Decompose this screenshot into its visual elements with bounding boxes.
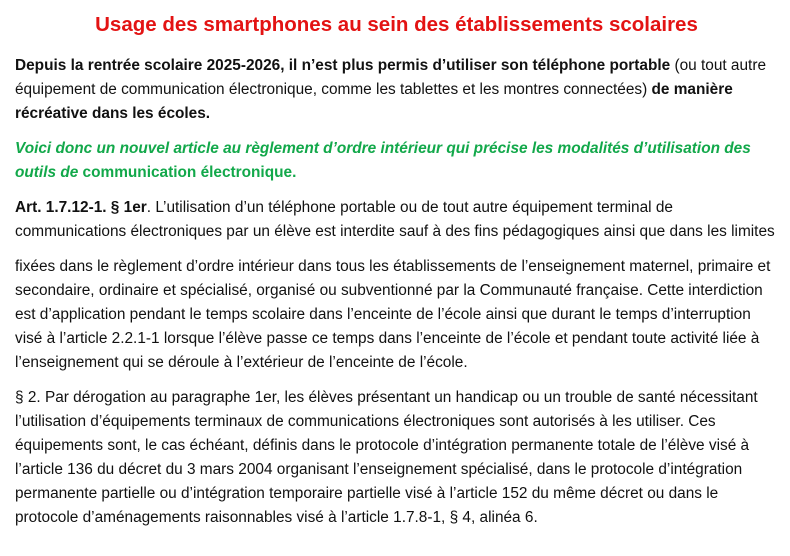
- notice-normal: communication électronique.: [78, 164, 297, 181]
- article-p1-text: . L’utilisation d’un téléphone portable ou de tout autre équipement terminal de communications électroniques par un élève est interdite sauf à des fins pédagogiques ainsi que dans les limites: [15, 199, 775, 240]
- page-title: Usage des smartphones au sein des établissements scolaires: [95, 13, 698, 36]
- intro-paragraph: [15, 54, 778, 126]
- article-paragraph-3: § 2. Par dérogation au paragraphe 1er, les élèves présentant un handicap ou un trouble de santé nécessitant l’utilisation d’équipements terminaux de communications électroniques sont autorisés à les utiliser. Ces équipements sont, le cas échéant, définis dans le protocole d’intégration permanente totale de l’élève visé à l’article 136 du décret du 3 mars 2004 organisant l’enseignement spécialisé, dans le protocole d’intégration permanente partielle ou d’intégration temporaire partielle visé à l’article 152 du même décret ou dans le protocole d’aménagements raisonnables visé à l’article 1.7.8-1, § 4, alinéa 6.: [15, 389, 758, 526]
- article-paragraph-2: fixées dans le règlement d’ordre intérieur dans tous les établissements de l’enseignement maternel, primaire et secondaire, ordinaire et spécialisé, organisé ou subventionné par la Communauté française. Cette interdiction est d’application pendant le temps scolaire dans l’enceinte de l’école ainsi que durant le temps d’interruption visé à l’article 2.2.1-1 lorsque l’élève passe ce temps dans l’enceinte de l’école et pendant toute activité liée à l’enseignement qui se déroule à l’extérieur de l’enceinte de l’école.: [15, 258, 771, 371]
- article-paragraph-1: [15, 196, 778, 244]
- notice-italic: Voici donc un nouvel article au règlement d’ordre intérieur qui précise les modalités d’utilisation des outils de: [15, 140, 751, 181]
- notice-paragraph: [15, 137, 778, 185]
- intro-bold-start: Depuis la rentrée scolaire 2025-2026, il n’est plus permis d’utiliser son téléphone portable: [15, 57, 671, 74]
- intro-bold-end: de manière récréative dans les écoles.: [15, 81, 733, 122]
- intro-normal-mid: (ou tout autre équipement de communication électronique, comme les tablettes et les montres connectées): [15, 57, 767, 98]
- article-reference: Art. 1.7.12-1. § 1er: [15, 199, 147, 216]
